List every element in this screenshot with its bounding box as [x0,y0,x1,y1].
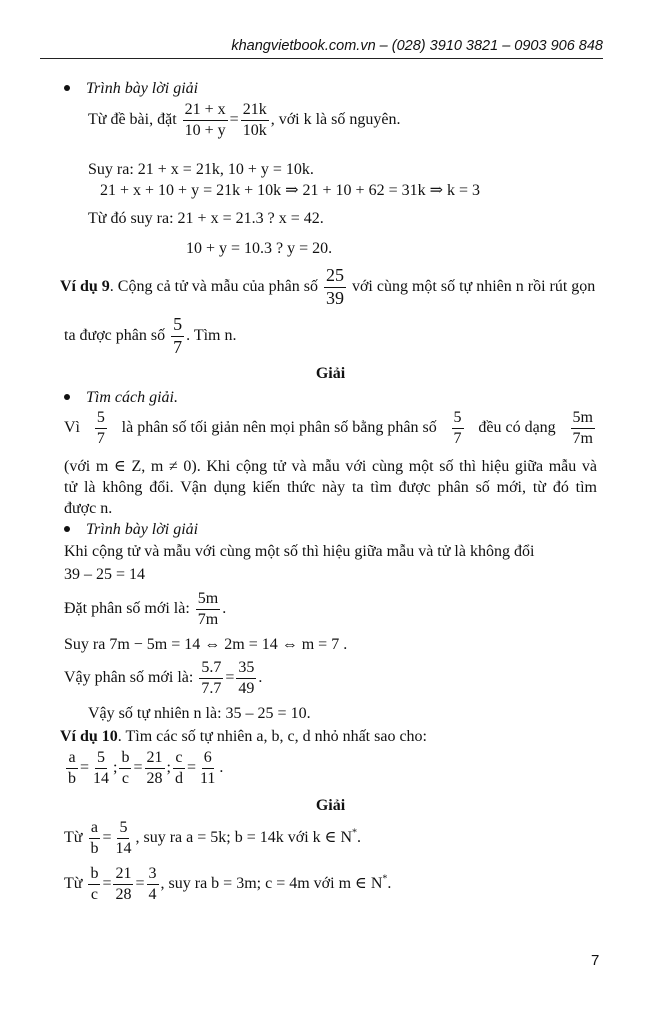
text-line: được n. [64,500,113,517]
equation-line: Suy ra 7m − 5m = 14 ⇔ 2m = 14 ⇔ m = 7 . [64,636,348,653]
reasoning-line: Vì $\frac{5}{7}$ là phân số tối giản nên mọi phân số bằng phân số $\frac{5}{7}$ đều có dạng $\frac{5m}{7m}$ [64,409,593,447]
method-heading: Tìm cách giải. [64,389,178,407]
fraction: $\frac{3}{4}$ [148,865,157,903]
fraction: $\frac{5m}{7m}$ [572,409,593,447]
equation-line: $\frac{a}{b}$ = $\frac{5}{14}$ ; $\frac{b}{c}$ = $\frac{21}{28}$ ; $\frac{c}{d}$ = $\frac{6}{11}$ . [68,749,224,787]
fraction: $\frac{a}{b}$ [68,749,76,787]
solution-title: Giải [315,797,346,814]
text-line: 39 – 25 = 14 [64,566,146,583]
text-line: Vậy số tự nhiên n là: 35 – 25 = 10. [88,705,311,722]
solution-heading: Trình bày lời giải [64,521,198,539]
equation-line: 21 + x + 10 + y = 21k + 10k ⇒ 21 + 10 + 62 = 31k ⇒ k = 3 [100,182,481,199]
page-header: khangvietbook.com.vn – (028) 3910 3821 – 0903 906 848 [231,38,603,54]
fraction: $\frac{5m}{7m}$ [197,590,219,628]
text-line: Từ $\frac{a}{b}$ = $\frac{5}{14}$ , suy ra a = 5k; b = 14k với k ∈ N*. [64,819,362,857]
solution-title: Giải [315,365,346,382]
fraction: $\frac{21}{28}$ [146,749,163,787]
text-line: Đặt phân số mới là: $\frac{5m}{7m}$ . [64,590,227,628]
text-line: Từ đó suy ra: 21 + x = 21.3 ? x = 42. [88,210,324,227]
text-line: Khi cộng tử và mẫu với cùng một số thì hiệu giữa mẫu và tử là không đổi [64,543,535,560]
fraction: $\frac{35}{49}$ [238,659,255,697]
bullet-icon [64,85,70,91]
fraction: $\frac{21 + x}{10 + y}$ [184,101,226,139]
page-number: 7 [591,952,600,969]
fraction: $\frac{c}{d}$ [174,749,183,787]
text-line: tử là không đổi. Vận dụng kiến thức này ta tìm được phân số mới, từ đó tìm [64,479,597,496]
fraction: $\frac{5}{7}$ [96,409,105,447]
fraction: $\frac{b}{c}$ [90,865,99,903]
fraction: $\frac{5}{7}$ [173,314,183,357]
text-line: Từ $\frac{b}{c}$ = $\frac{21}{28}$ = $\frac{3}{4}$ , suy ra b = 3m; c = 4m với m ∈ N*. [64,865,392,903]
setup-line: Từ đề bài, đặt $\frac{21 + x}{10 + y}$ = $\frac{21k}{10k}$ , với k là số nguyên. [88,101,401,139]
fraction: $\frac{b}{c}$ [121,749,130,787]
bullet-icon [64,394,70,400]
fraction: $\frac{5}{14}$ [115,819,132,857]
text-line: 10 + y = 10.3 ? y = 20. [186,240,333,257]
fraction: $\frac{5.7}{7.7}$ [201,659,222,697]
header-rule [40,58,603,59]
text-line: Suy ra: 21 + x = 21k, 10 + y = 10k. [88,161,314,178]
example-9-statement: Ví dụ 9. Cộng cả tử và mẫu của phân số $\frac{25}{39}$ với cùng một số tự nhiên n rồi rút gọn [60,265,596,308]
text-line: Vậy phân số mới là: $\frac{5.7}{7.7}$ = $\frac{35}{49}$ . [64,659,263,697]
example-10-statement: Ví dụ 10. Tìm các số tự nhiên a, b, c, d nhỏ nhất sao cho: [60,728,427,745]
fraction: $\frac{21}{28}$ [115,865,132,903]
fraction: $\frac{6}{11}$ [200,749,216,787]
fraction: $\frac{25}{39}$ [325,265,344,308]
solution-heading: Trình bày lời giải [64,80,198,98]
example-9-statement-cont: ta được phân số $\frac{5}{7}$ . Tìm n. [64,314,237,357]
fraction: $\frac{5}{14}$ [93,749,110,787]
fraction: $\frac{5}{7}$ [453,409,462,447]
fraction: $\frac{a}{b}$ [90,819,99,857]
bullet-icon [64,526,70,532]
fraction: $\frac{21k}{10k}$ [242,101,267,139]
text-line: (với m ∈ Z, m ≠ 0). Khi cộng tử và mẫu với cùng một số thì hiệu giữa mẫu và [64,458,597,475]
